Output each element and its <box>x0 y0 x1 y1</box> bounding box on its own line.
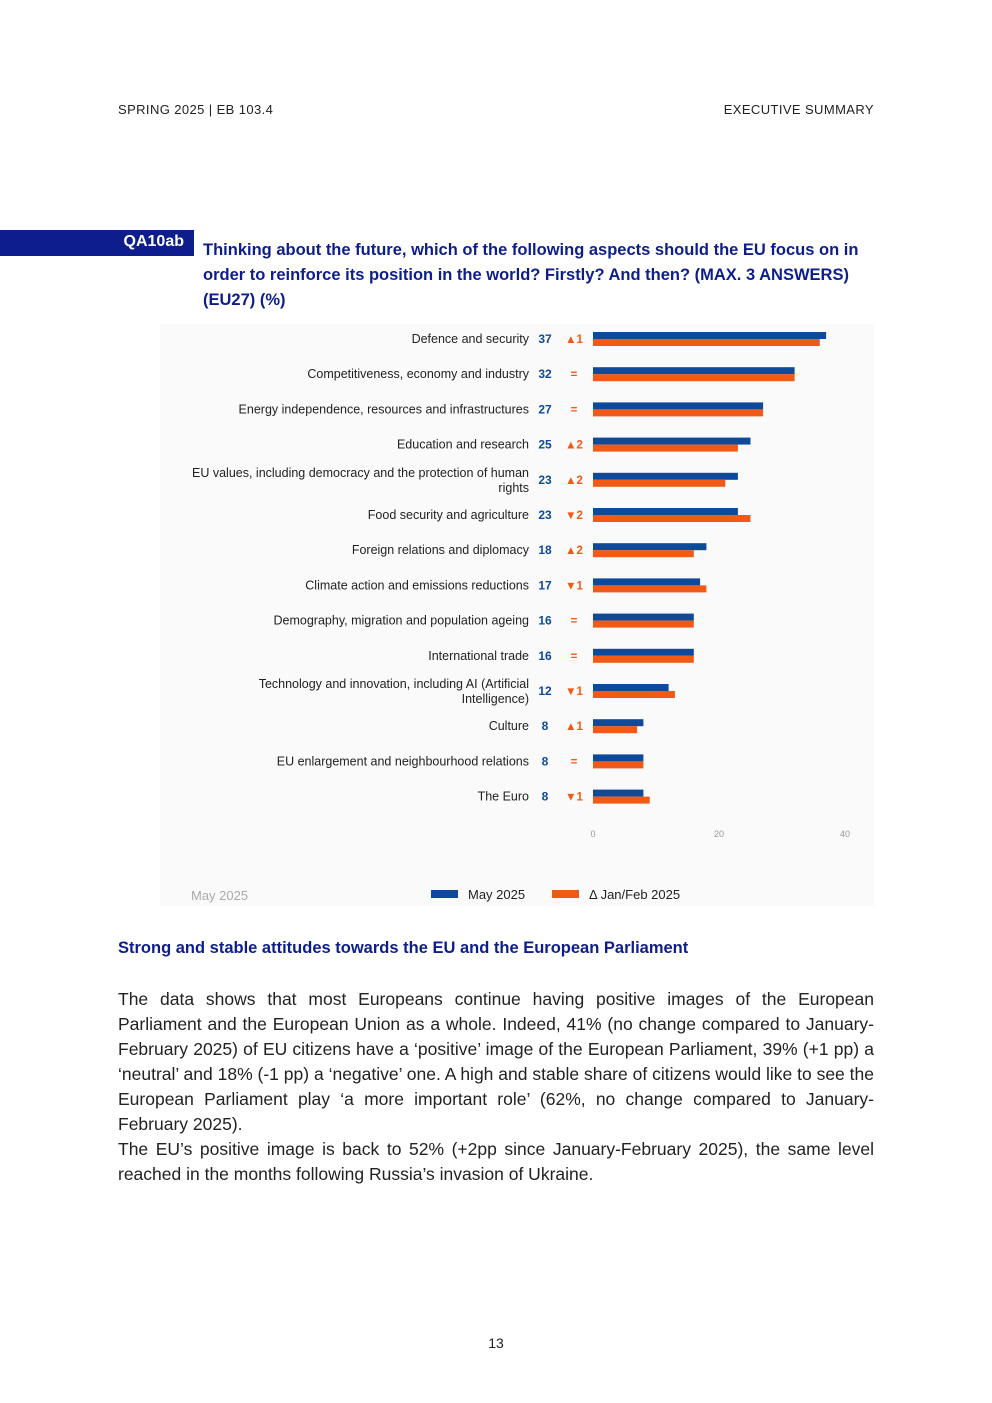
change-label: ▲2 <box>565 545 583 558</box>
question-code: QA10ab <box>123 233 184 250</box>
category-label: rights <box>498 480 529 495</box>
change-label: = <box>570 369 578 382</box>
value-label: 18 <box>538 543 552 558</box>
bar-may-2025 <box>593 719 643 726</box>
category-label: International trade <box>428 648 529 663</box>
bar-jan-feb-2025 <box>593 550 694 557</box>
question-code-bar <box>0 230 194 256</box>
change-label: ▼1 <box>565 791 583 804</box>
body-paragraph-1: The data shows that most Europeans continue having positive images of the European Parliament and the European Union as a whole. Indeed, 41% (no change compared to January-February 2025) of EU citizens have a ‘positive’ image of the European Parliament, 39% (+1 pp) a ‘neutral’ and 18% (-1 pp) a ‘negative’ one. A high and stable share of citizens would like to see the European Parliament play ‘a more important role’ (62%, no change compared to January-February 2025). <box>118 989 874 1134</box>
category-label: Culture <box>488 719 529 734</box>
bar-may-2025 <box>593 508 738 515</box>
bar-chart <box>160 324 874 906</box>
x-tick-label: 40 <box>839 829 851 839</box>
bar-jan-feb-2025 <box>593 515 751 522</box>
legend-label-may: May 2025 <box>468 887 526 902</box>
category-label: Competitiveness, economy and industry <box>307 367 529 382</box>
value-label: 12 <box>538 684 552 698</box>
bar-may-2025 <box>593 332 826 339</box>
bar-jan-feb-2025 <box>593 339 820 346</box>
value-label: 25 <box>538 437 552 452</box>
change-label: = <box>570 615 578 628</box>
bar-jan-feb-2025 <box>593 691 675 698</box>
legend-swatch-jan-feb <box>552 890 579 898</box>
category-label: The Euro <box>477 789 529 804</box>
category-label: Energy independence, resources and infrastructures <box>238 402 529 417</box>
body-paragraph-2: The EU’s positive image is back to 52% (+2pp since January-February 2025), the same level reached in the months following Russia’s invasion of Ukraine. <box>118 1139 874 1184</box>
bar-jan-feb-2025 <box>593 585 706 592</box>
bar-may-2025 <box>593 543 706 550</box>
value-label: 8 <box>541 754 549 769</box>
running-header-right: EXECUTIVE SUMMARY <box>723 102 874 117</box>
value-label: 32 <box>538 367 552 382</box>
legend-label-jan-feb: Δ Jan/Feb 2025 <box>589 887 681 902</box>
bar-jan-feb-2025 <box>593 656 694 663</box>
bar-may-2025 <box>593 754 643 761</box>
bar-jan-feb-2025 <box>593 726 637 733</box>
chart-container <box>160 324 874 906</box>
x-tick-label: 20 <box>713 829 725 839</box>
question-title: Thinking about the future, which of the following aspects should the EU focus on in order to reinforce its position in the world? Firstly? And then? (MAX. 3 ANSWERS) (EU27) (%) <box>203 241 859 309</box>
bar-jan-feb-2025 <box>593 480 725 487</box>
change-label: = <box>570 404 578 417</box>
change-label: ▲1 <box>565 334 583 346</box>
category-label: EU values, including democracy and the protection of human <box>192 465 529 480</box>
change-label: ▼1 <box>565 580 583 593</box>
x-tick-label: 0 <box>590 829 596 839</box>
category-label: Intelligence) <box>461 692 529 706</box>
category-label: Foreign relations and diplomacy <box>351 543 529 558</box>
bar-may-2025 <box>593 649 694 656</box>
category-label: Defence and security <box>411 332 529 346</box>
category-label: Demography, migration and population ageing <box>273 613 529 628</box>
bar-may-2025 <box>593 402 763 409</box>
bar-may-2025 <box>593 684 669 691</box>
value-label: 16 <box>538 613 552 628</box>
value-label: 23 <box>538 508 552 522</box>
running-header-left: SPRING 2025 | EB 103.4 <box>118 102 274 117</box>
body-text <box>118 987 874 1187</box>
category-label: Climate action and emissions reductions <box>305 578 529 593</box>
value-label: 8 <box>541 789 549 804</box>
change-label: ▼1 <box>565 686 583 698</box>
value-label: 27 <box>538 402 552 417</box>
value-label: 16 <box>538 648 552 663</box>
bar-jan-feb-2025 <box>593 797 650 804</box>
value-label: 23 <box>538 472 552 487</box>
bar-may-2025 <box>593 790 643 797</box>
bar-may-2025 <box>593 578 700 585</box>
value-label: 37 <box>538 332 552 346</box>
value-label: 8 <box>541 719 549 734</box>
change-label: ▲2 <box>565 474 583 487</box>
bar-jan-feb-2025 <box>593 621 694 628</box>
change-label: ▲1 <box>565 721 583 734</box>
category-label: EU enlargement and neighbourhood relations <box>276 754 529 769</box>
change-label: ▼2 <box>565 510 583 522</box>
bar-may-2025 <box>593 473 738 480</box>
category-label: Food security and agriculture <box>367 508 529 522</box>
page-number: 13 <box>488 1335 504 1351</box>
bar-jan-feb-2025 <box>593 374 795 381</box>
bar-may-2025 <box>593 367 795 374</box>
bar-may-2025 <box>593 614 694 621</box>
category-label: Education and research <box>396 437 529 452</box>
value-label: 17 <box>538 578 552 593</box>
change-label: = <box>570 756 578 769</box>
change-label: ▲2 <box>565 439 583 452</box>
bar-may-2025 <box>593 438 751 445</box>
chart-note: May 2025 <box>191 888 249 903</box>
bar-jan-feb-2025 <box>593 761 643 768</box>
bar-jan-feb-2025 <box>593 445 738 452</box>
change-label: = <box>570 650 578 663</box>
category-label: Technology and innovation, including AI (Artificial <box>258 677 529 691</box>
bar-jan-feb-2025 <box>593 409 763 416</box>
legend-swatch-may <box>431 890 458 898</box>
section-title: Strong and stable attitudes towards the EU and the European Parliament <box>118 939 689 957</box>
